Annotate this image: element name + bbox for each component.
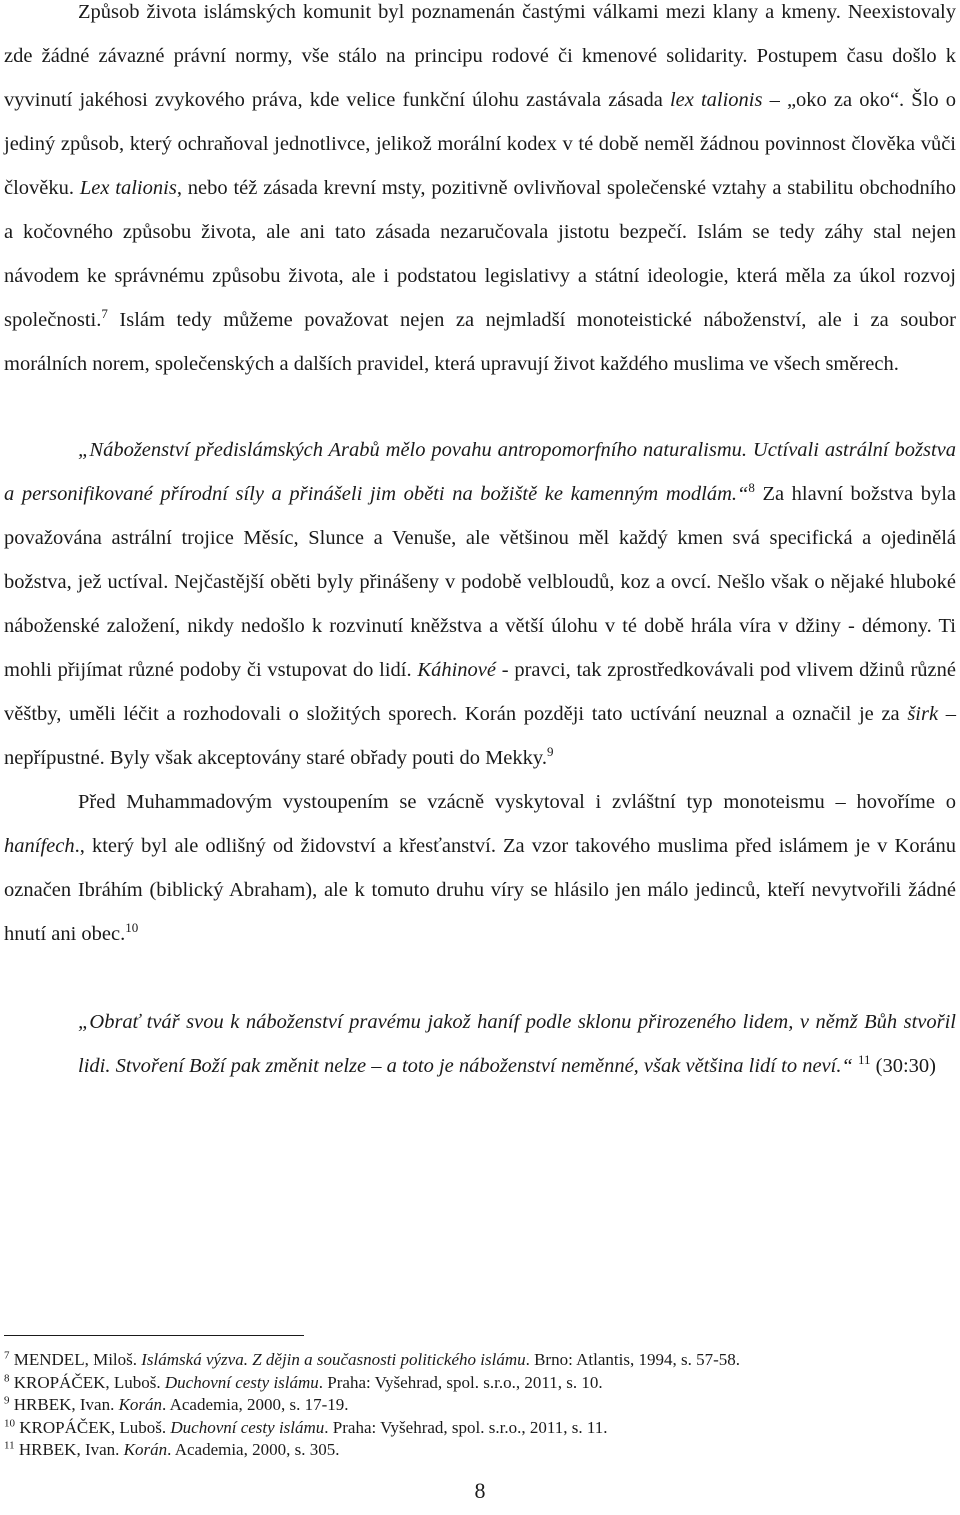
- italic-term: širk: [907, 703, 939, 725]
- footnote-number: 10: [4, 1416, 15, 1429]
- footnote: [4, 1417, 956, 1440]
- paragraph-text: Islám tedy můžeme považovat nejen za nejmladší monoteistické náboženství, ale i za soubor morálních norem, společenských a dalších pravidel, která upravují život každého muslima ve všech směrech.: [4, 309, 956, 375]
- footnote-number: 7: [4, 1349, 10, 1362]
- footnote-details: . Praha: Vyšehrad, spol. s.r.o., 2011, s. 10.: [318, 1372, 603, 1392]
- footnote-title: Duchovní cesty islámu: [164, 1372, 319, 1392]
- footnote-ref: 8: [748, 480, 755, 496]
- paragraph-text: Způsob života islámských komunit byl poznamenán častými válkami mezi klany a kmeny. Neexistovaly zde žádné závazné právní normy, vše stálo na principu rodové či kmenové solidarity. Postupem času došlo k vyvinutí jakéhosi zvykového práva, kde velice funkční úlohu zastávala zásada: [4, 1, 956, 111]
- paragraph-pre-islamic-religion: [4, 428, 956, 780]
- paragraph-clan-life: [4, 0, 956, 386]
- footnote-number: 9: [4, 1394, 10, 1407]
- footnote-author: KROPÁČEK, Luboš.: [19, 1417, 171, 1437]
- footnote-details: . Academia, 2000, s. 17-19.: [162, 1395, 349, 1414]
- footnote-ref: 11: [858, 1052, 871, 1068]
- footnote-ref: 9: [546, 744, 554, 760]
- paragraph-text: , nebo též zásada krevní msty, pozitivně ovlivňoval společenské vztahy a stabilitu obchodního a kočovného způsobu života, ale ani tato zásada nezaručovala jistotu bezpečí. Islám se tedy záhy stal nejen návodem ke správnému způsobu života, ale i podstatou legislativy a státní ideologie, která měla za úkol rozvoj společnosti.: [4, 177, 956, 331]
- paragraph-text: - pravci, tak zprostředkovávali pod vlivem džinů různé věštby, uměli léčit a rozhodovali o složitých sporech. Korán později tato uctívání neuznal a označil je za: [4, 659, 956, 725]
- footnote: [4, 1439, 956, 1462]
- footnote-number: 8: [4, 1371, 10, 1384]
- footnote-author: KROPÁČEK, Luboš.: [13, 1372, 165, 1392]
- paragraph-text: Před Muhammadovým vystoupením se vzácně vyskytoval i zvláštní typ monoteismu – hovoříme o: [78, 791, 956, 813]
- italic-term: hanífech: [4, 835, 75, 857]
- footnote: [4, 1394, 956, 1417]
- footnote-title: Korán: [118, 1395, 163, 1414]
- footnote-number: 11: [4, 1439, 15, 1452]
- paragraph-text: Za hlavní božstva byla považována astrální trojice Měsíc, Slunce a Venuše, ale většinou měl každý kmen svá specifická a ojedinělá božstva, jež uctíval. Nejčastější oběti byly přinášeny v podobě velbloudů, koz a ovcí. Nešlo však o nějaké hluboké náboženské založení, nikdy nedošlo k rozvinutí kněžstva a větší úlohu v té době hrála víra v džiny - démony. Ti mohli přijímat různé podoby či vstupovat do lidí.: [4, 483, 956, 681]
- footnote-details: . Brno: Atlantis, 1994, s. 57-58.: [525, 1350, 740, 1369]
- italic-term: lex talionis: [669, 89, 763, 111]
- footnote-details: . Praha: Vyšehrad, spol. s.r.o., 2011, s. 11.: [324, 1417, 608, 1437]
- footnote-separator: [4, 1335, 304, 1336]
- footnote-ref: 7: [101, 306, 108, 322]
- footnote-title: Islámská výzva. Z dějin a současnosti politického islámu: [141, 1350, 526, 1369]
- verse-reference: (30:30): [870, 1055, 937, 1077]
- quotation: „Obrať tvář svou k náboženství pravému jakož haníf podle sklonu přirozeného lidem, v němž Bůh stvořil lidi. Stvoření Boží pak změnit nelze – a toto je náboženství neměnné, však většina lidí to neví.“: [78, 1011, 956, 1077]
- block-quotation: [4, 1000, 956, 1088]
- footnote-title: Korán: [123, 1440, 168, 1459]
- page-number: 8: [474, 1478, 486, 1503]
- quotation: „Náboženství předislámských Arabů mělo povahu antropomorfního naturalismu. Uctívali astrální božstva a personifikované přírodní síly a přinášeli jim oběti na božiště ke kamenným modlám.“: [4, 439, 956, 505]
- footnote-author: MENDEL, Miloš.: [13, 1350, 142, 1369]
- footnote-author: HRBEK, Ivan.: [18, 1440, 124, 1459]
- footnote-title: Duchovní cesty islámu: [170, 1417, 325, 1437]
- paragraph-text: – nepřípustné. Byly však akceptovány staré obřady pouti do Mekky.: [4, 703, 957, 769]
- document-page: [4, 0, 956, 1088]
- footnote: [4, 1372, 956, 1395]
- italic-term: Lex talionis: [79, 177, 177, 199]
- paragraph-hanifs: [4, 780, 956, 956]
- footnote-author: HRBEK, Ivan.: [13, 1395, 119, 1414]
- footnotes: [4, 1349, 956, 1462]
- paragraph-text: – „oko za oko“. Šlo o jediný způsob, který ochraňoval jednotlivce, jelikož morální kodex v té době neměl žádnou povinnost člověka vůči člověku.: [4, 89, 956, 199]
- footnote-details: . Academia, 2000, s. 305.: [167, 1440, 340, 1459]
- italic-term: Káhinové: [417, 659, 496, 681]
- footnote: [4, 1349, 956, 1372]
- paragraph-text: ., který byl ale odlišný od židovství a křesťanství. Za vzor takového muslima před islámem je v Koránu označen Ibráhím (biblický Abraham), ale k tomuto druhu víry se hlásilo jen málo jedinců, kteří nevytvořili žádné hnutí ani obec.: [4, 835, 956, 945]
- footnote-ref: 10: [125, 920, 139, 936]
